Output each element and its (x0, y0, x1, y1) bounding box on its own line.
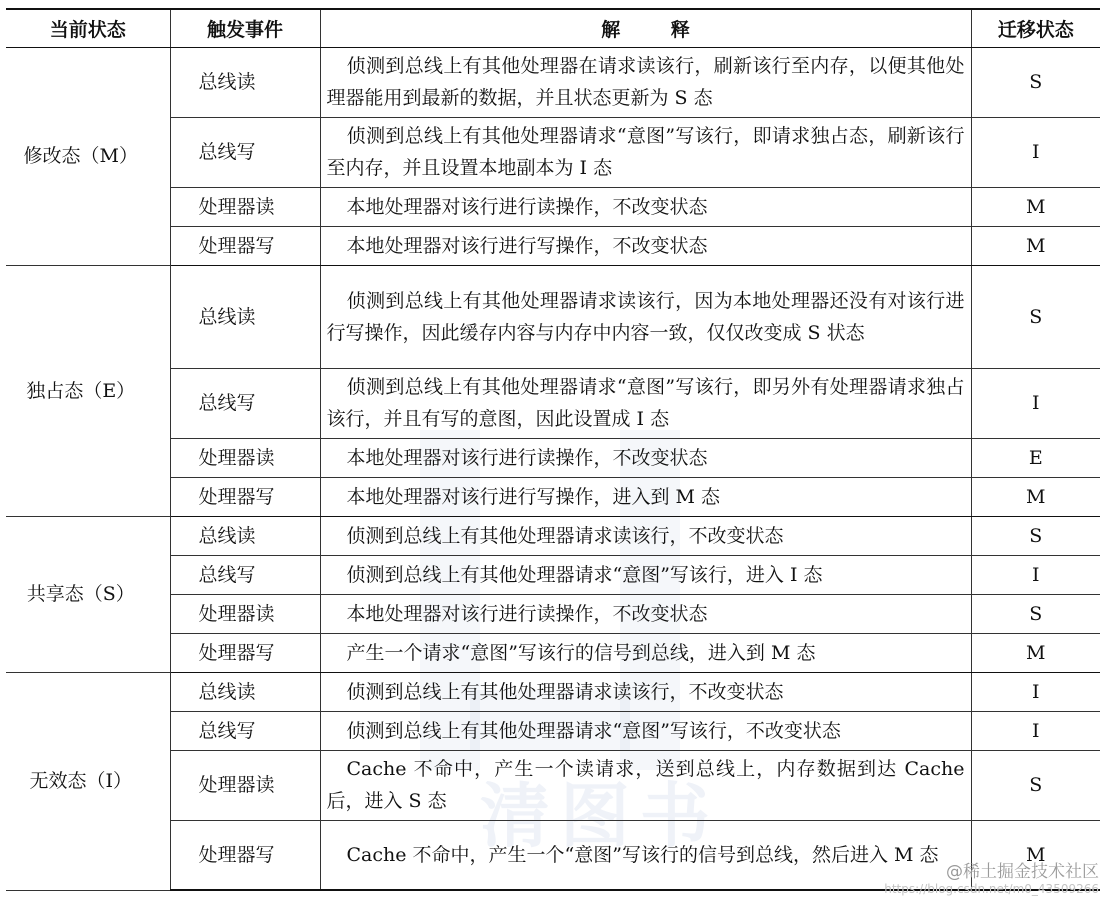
table-row (6, 711, 1100, 750)
next-state-cell: S (971, 594, 1100, 633)
description-cell: 本地处理器对该行进行写操作，进入到 M 态 (320, 477, 971, 516)
header-trigger-event: 触发事件 (170, 9, 320, 47)
description-cell: 本地处理器对该行进行读操作，不改变状态 (320, 594, 971, 633)
next-state-cell: S (971, 265, 1100, 368)
event-cell: 处理器读 (170, 438, 320, 477)
next-state-cell: S (971, 750, 1100, 820)
next-state-cell: M (971, 633, 1100, 672)
table-row (6, 750, 1100, 820)
event-cell: 总线写 (170, 117, 320, 187)
description-cell: 产生一个请求“意图”写该行的信号到总线，进入到 M 态 (320, 633, 971, 672)
state-modified: 修改态（M） (6, 47, 170, 265)
event-cell: 处理器写 (170, 820, 320, 890)
header-current-state: 当前状态 (6, 9, 170, 47)
next-state-cell: I (971, 555, 1100, 594)
table-row (6, 820, 1100, 890)
state-shared: 共享态（S） (6, 516, 170, 672)
table-row (6, 516, 1100, 555)
table-row (6, 555, 1100, 594)
next-state-cell: E (971, 438, 1100, 477)
table-row (6, 187, 1100, 226)
next-state-cell: M (971, 477, 1100, 516)
description-cell: 本地处理器对该行进行读操作，不改变状态 (320, 187, 971, 226)
description-cell: Cache 不命中，产生一个读请求，送到总线上，内存数据到达 Cache 后，进入 S 态 (320, 750, 971, 820)
next-state-cell: S (971, 47, 1100, 117)
description-cell: Cache 不命中，产生一个“意图”写该行的信号到总线，然后进入 M 态 (320, 820, 971, 890)
description-cell: 侦测到总线上有其他处理器请求读该行，因为本地处理器还没有对该行进行写操作，因此缓存内容与内存中内容一致，仅仅改变成 S 状态 (320, 265, 971, 368)
table-row (6, 47, 1100, 117)
table-row (6, 594, 1100, 633)
event-cell: 处理器读 (170, 187, 320, 226)
event-cell: 总线写 (170, 368, 320, 438)
next-state-cell: I (971, 368, 1100, 438)
watermark-url: https://blog.csdn.net/m0_43509266 (884, 882, 1099, 896)
event-cell: 总线写 (170, 711, 320, 750)
description-cell: 侦测到总线上有其他处理器请求“意图”写该行，即另外有处理器请求独占该行，并且有写的意图，因此设置成 I 态 (320, 368, 971, 438)
table-row (6, 368, 1100, 438)
event-cell: 处理器读 (170, 750, 320, 820)
watermark-brand: @稀土掘金技术社区 (946, 862, 1099, 882)
table-row (6, 117, 1100, 187)
next-state-cell: S (971, 516, 1100, 555)
description-cell: 本地处理器对该行进行读操作，不改变状态 (320, 438, 971, 477)
table-header-row (6, 9, 1100, 47)
event-cell: 处理器写 (170, 633, 320, 672)
header-next-state: 迁移状态 (971, 9, 1100, 47)
event-cell: 总线读 (170, 672, 320, 711)
table-row (6, 265, 1100, 368)
event-cell: 处理器读 (170, 594, 320, 633)
table-row (6, 438, 1100, 477)
event-cell: 总线读 (170, 47, 320, 117)
table-row (6, 226, 1100, 265)
description-cell: 侦测到总线上有其他处理器请求“意图”写该行，进入 I 态 (320, 555, 971, 594)
event-cell: 总线读 (170, 516, 320, 555)
next-state-cell: M (971, 187, 1100, 226)
next-state-cell: I (971, 117, 1100, 187)
description-cell: 侦测到总线上有其他处理器在请求读该行，刷新该行至内存，以便其他处理器能用到最新的数据，并且状态更新为 S 态 (320, 47, 971, 117)
next-state-cell: I (971, 672, 1100, 711)
description-cell: 侦测到总线上有其他处理器请求“意图”写该行，不改变状态 (320, 711, 971, 750)
mesi-state-table (6, 8, 1100, 891)
description-cell: 侦测到总线上有其他处理器请求读该行，不改变状态 (320, 516, 971, 555)
event-cell: 总线写 (170, 555, 320, 594)
header-explanation: 解 释 (320, 9, 971, 47)
description-cell: 侦测到总线上有其他处理器请求“意图”写该行，即请求独占态，刷新该行至内存，并且设置本地副本为 I 态 (320, 117, 971, 187)
state-invalid: 无效态（I） (6, 672, 170, 890)
next-state-cell: M (971, 226, 1100, 265)
table-row (6, 633, 1100, 672)
watermark-background-text: 清图书 (480, 775, 720, 857)
next-state-cell: I (971, 711, 1100, 750)
description-cell: 侦测到总线上有其他处理器请求读该行，不改变状态 (320, 672, 971, 711)
table-row (6, 477, 1100, 516)
event-cell: 处理器写 (170, 226, 320, 265)
next-state-cell: M (971, 820, 1100, 890)
event-cell: 处理器写 (170, 477, 320, 516)
description-cell: 本地处理器对该行进行写操作，不改变状态 (320, 226, 971, 265)
event-cell: 总线读 (170, 265, 320, 368)
table-row (6, 672, 1100, 711)
state-exclusive: 独占态（E） (6, 265, 170, 516)
